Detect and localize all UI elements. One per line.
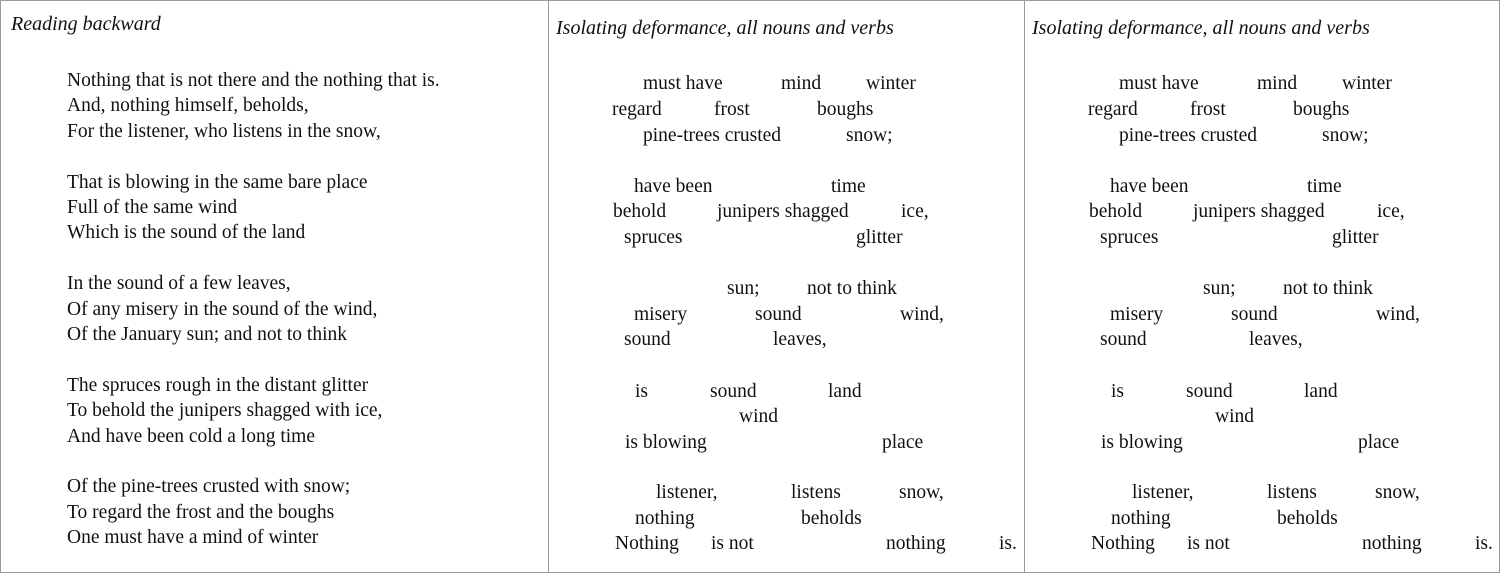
deformance-word: mind [1257,73,1298,94]
poem-text [67,68,440,573]
deformance-word: misery [1110,304,1164,325]
poem-line: Which is the sound of the land [67,222,306,244]
deformance-word: place [882,432,924,453]
deformance-word: boughs [1293,99,1350,120]
deformance-word: snow; [846,125,893,146]
deformance-word: sound [1231,304,1278,325]
stanza [67,170,440,246]
deformance-panel-left [548,0,1025,573]
stanza [67,271,440,347]
poem-line: To behold the junipers shagged with ice, [67,400,383,422]
deformance-word: winter [866,73,916,94]
poem-line: Of any misery in the sound of the wind, [67,298,378,320]
deformance-word: beholds [1277,508,1338,529]
deformance-word: must have [1119,73,1199,94]
poem-line: Nothing that is not there and the nothing that is. [67,70,440,91]
panel-title: Isolating deformance, all nouns and verbs [556,17,894,39]
deformance-word: sound [755,304,802,325]
deformance-word: is. [1475,533,1493,554]
deformance-word: spruces [1100,227,1159,248]
deformance-word: is [635,381,649,402]
deformance-word: is not [1187,533,1230,554]
poem-line: Of the January sun; and not to think [67,324,347,346]
deformance-word: frost [714,99,750,120]
deformance-word: time [1307,176,1342,197]
deformance-word: sun; [727,278,760,299]
poem-line: To regard the frost and the boughs [67,501,335,523]
deformance-word: junipers shagged [717,201,849,222]
deformance-word: wind [1215,406,1254,427]
deformance-word: wind [739,406,778,427]
poem-line: Full of the same wind [67,197,238,219]
deformance-word: behold [1089,201,1143,222]
deformance-word: land [1304,381,1338,402]
deformance-word: glitter [1332,227,1379,248]
deformance-word: ice, [1377,201,1405,222]
deformance-word: sun; [1203,278,1236,299]
deformance-word: nothing [1111,508,1171,529]
stanza [67,474,440,550]
deformance-word: wind, [900,304,944,325]
deformance-word: snow, [1375,482,1420,503]
deformance-word: leaves, [1249,329,1303,350]
deformance-word: place [1358,432,1400,453]
deformance-word: is blowing [1101,432,1183,453]
deformance-word: regard [612,99,662,120]
deformance-word: behold [613,201,667,222]
panel-title: Reading backward [11,13,161,35]
deformance-word: spruces [624,227,683,248]
deformance-word: time [831,176,866,197]
poem-line: And, nothing himself, beholds, [67,95,309,117]
deformance-word: listener, [1132,482,1194,503]
deformance-word: boughs [817,99,874,120]
deformance-word: listener, [656,482,718,503]
deformance-word: have been [1110,176,1189,197]
deformance-word: sound [1186,381,1233,402]
deformance-word: sound [1100,329,1147,350]
deformance-word: misery [634,304,688,325]
deformance-word: mind [781,73,822,94]
deformance-word: sound [624,329,671,350]
deformance-word: leaves, [773,329,827,350]
poem-line: In the sound of a few leaves, [67,273,291,295]
deformance-word: glitter [856,227,903,248]
deformance-word: is [1111,381,1125,402]
poem-line: And have been cold a long time [67,425,316,447]
deformance-word: frost [1190,99,1226,120]
stanza [67,373,440,449]
poem-line: For the listener, who listens in the snow, [67,120,381,142]
deformance-word: Nothing [615,533,679,554]
deformance-word: snow, [899,482,944,503]
deformance-word: regard [1088,99,1138,120]
deformance-word: listens [1267,482,1317,503]
poem-line: One must have a mind of winter [67,527,319,549]
deformance-word: wind, [1376,304,1420,325]
deformance-word: is. [999,533,1017,554]
deformance-word: listens [791,482,841,503]
deformance-panel-right [1024,0,1500,573]
deformance-word: nothing [635,508,695,529]
panel-title: Isolating deformance, all nouns and verbs [1032,17,1370,39]
poem-line: Of the pine-trees crusted with snow; [67,476,351,498]
deformance-word: ice, [901,201,929,222]
poem-line: That is blowing in the same bare place [67,171,368,193]
deformance-word: not to think [807,278,897,299]
reading-backward-panel [0,0,549,573]
deformance-word: sound [710,381,757,402]
stanza [67,68,440,144]
deformance-word: nothing [1362,533,1422,554]
deformance-word: beholds [801,508,862,529]
deformance-word: land [828,381,862,402]
deformance-word: not to think [1283,278,1373,299]
deformance-word: have been [634,176,713,197]
poem-line: The spruces rough in the distant glitter [67,374,369,396]
deformance-word: pine-trees crusted [1119,125,1258,146]
deformance-word: winter [1342,73,1392,94]
deformance-word: junipers shagged [1193,201,1325,222]
deformance-word: nothing [886,533,946,554]
deformance-word: Nothing [1091,533,1155,554]
deformance-word: pine-trees crusted [643,125,782,146]
deformance-word: is not [711,533,754,554]
deformance-word: snow; [1322,125,1369,146]
deformance-word: must have [643,73,723,94]
deformance-word: is blowing [625,432,707,453]
